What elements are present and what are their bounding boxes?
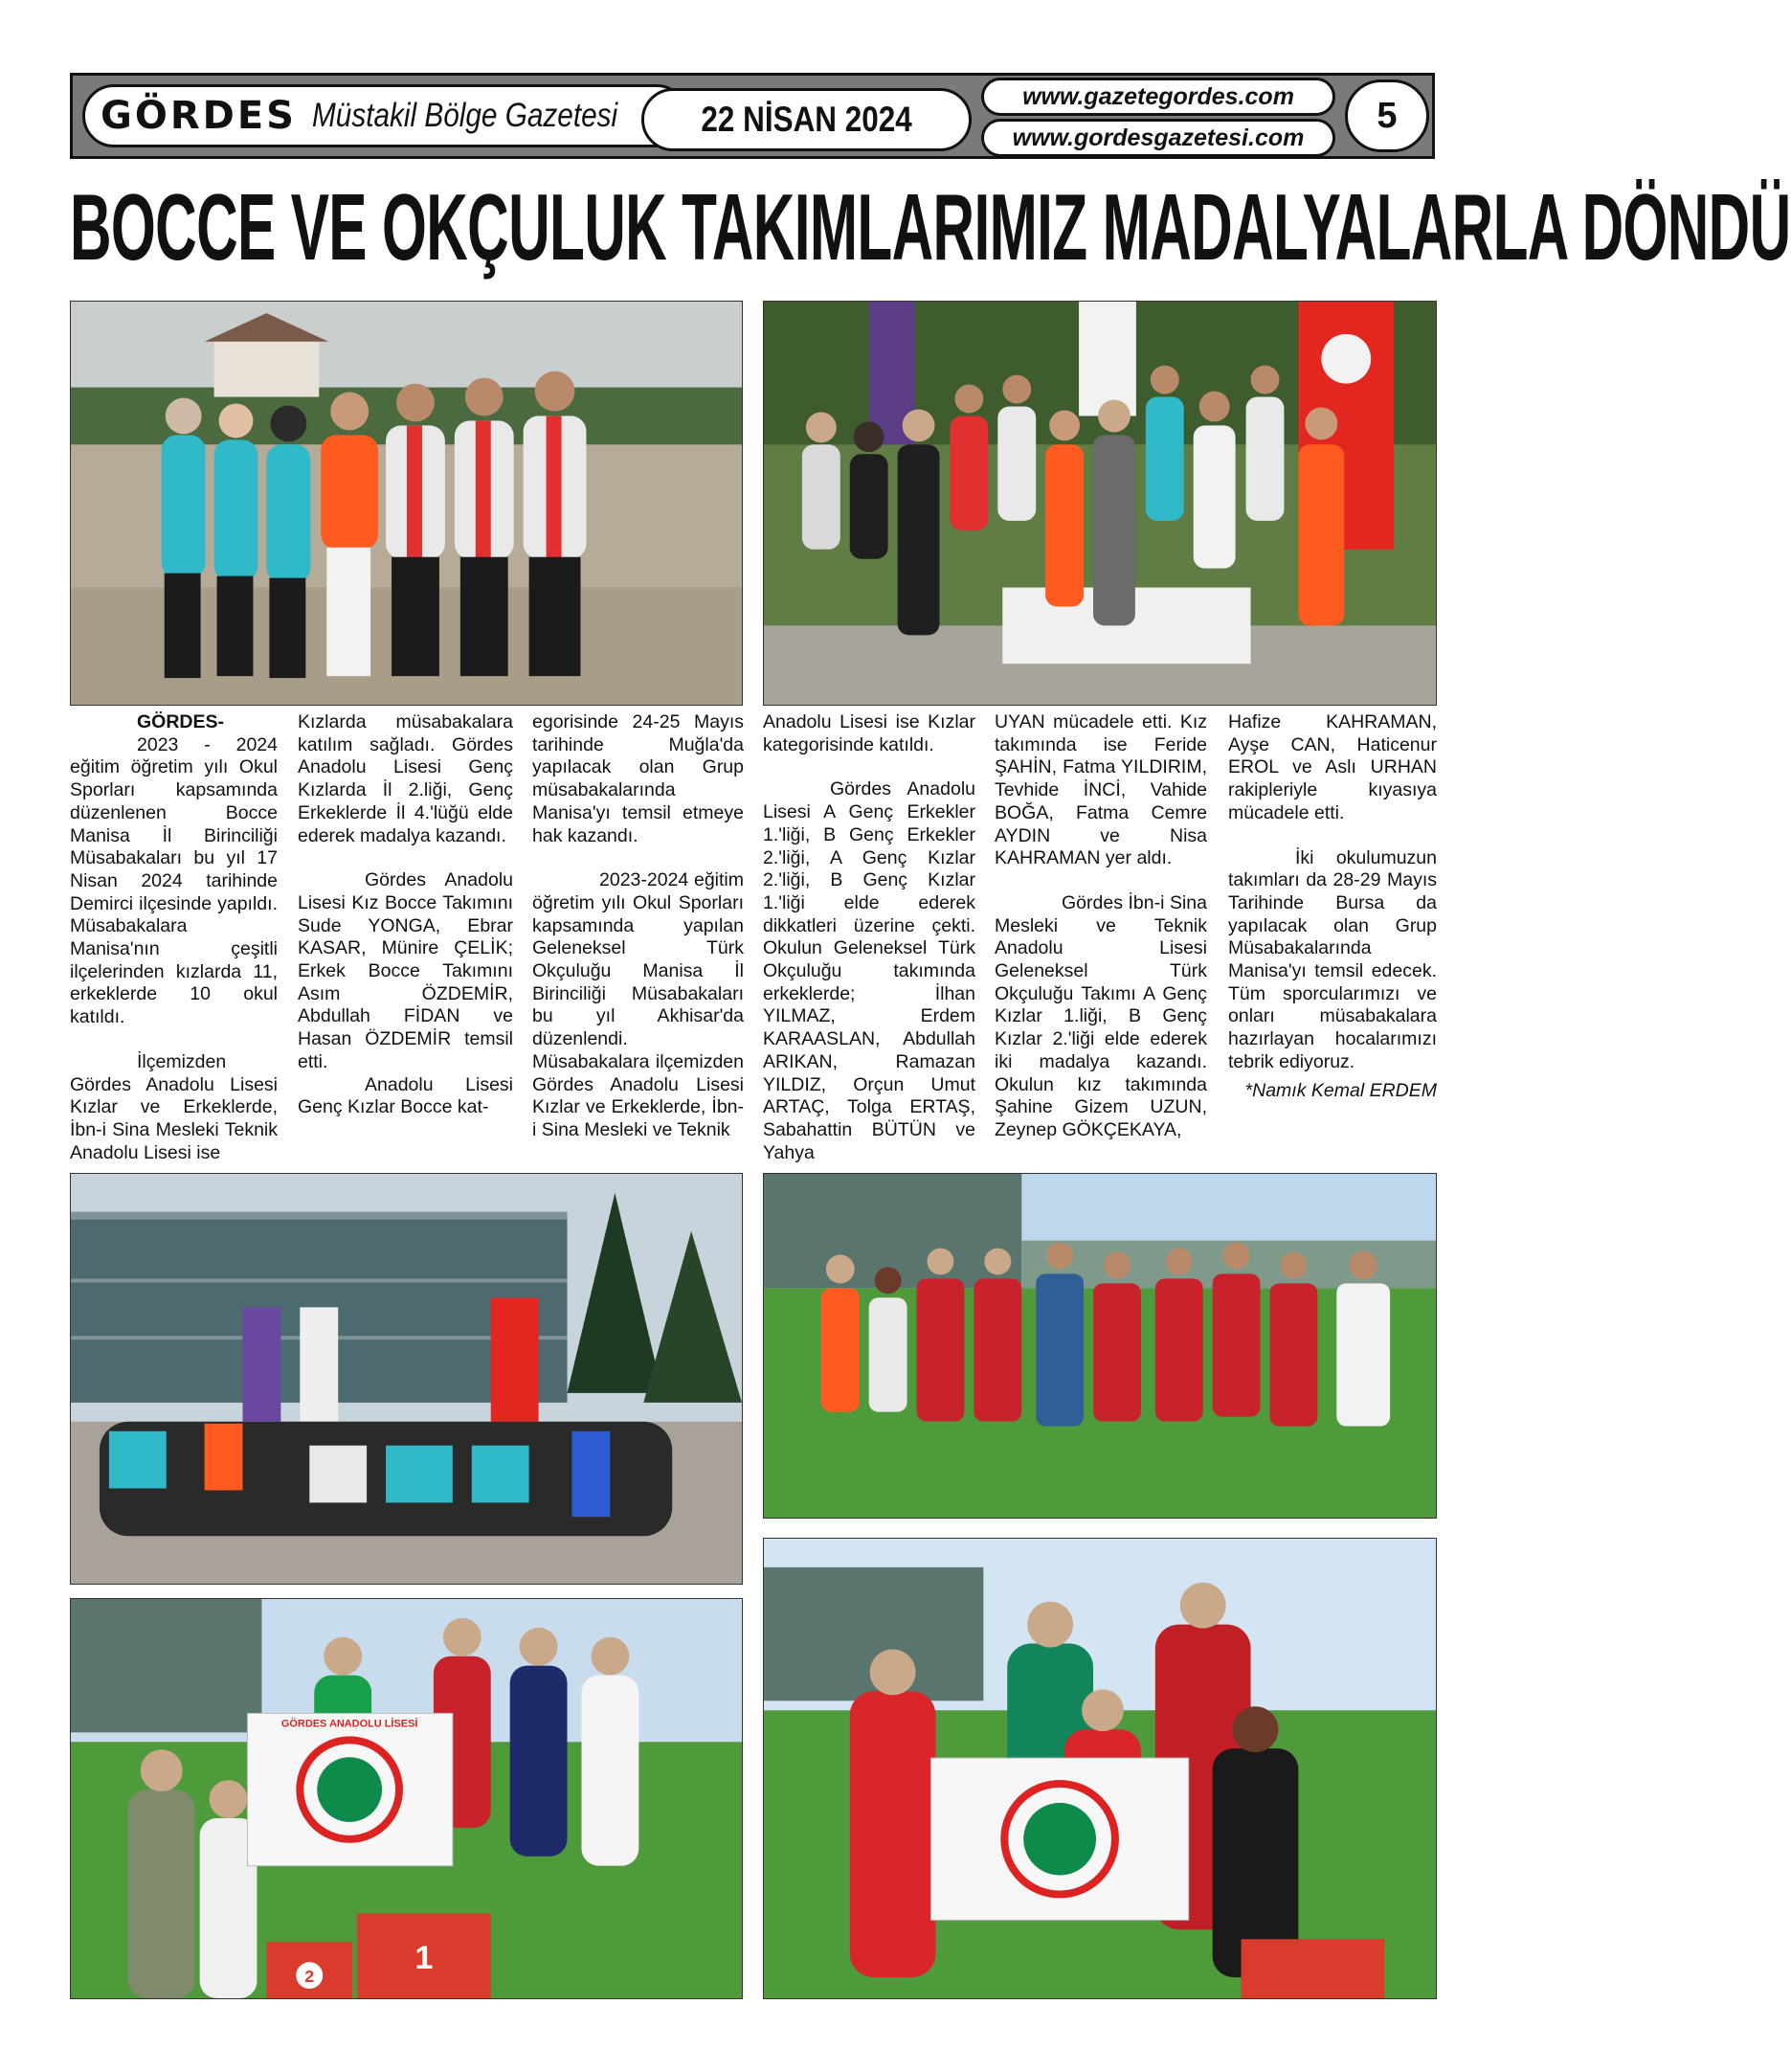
article-paragraph: Anadolu Lisesi ise Kızlar kategorisinde katıldı. xyxy=(763,711,975,755)
website-link-1[interactable]: www.gazetegordes.com xyxy=(1022,82,1294,110)
article-column-6 xyxy=(1228,711,1437,1102)
article-column-5 xyxy=(995,711,1207,1142)
photo-archery-ceremony xyxy=(763,301,1437,706)
page-number: 5 xyxy=(1377,95,1398,136)
photo-group-building xyxy=(70,1173,743,1585)
school-flag xyxy=(931,1758,1189,1920)
article-byline: *Namık Kemal ERDEM xyxy=(1244,1079,1437,1101)
article-paragraph: Kızlarda müsabakalara katılım sağladı. Gördes Anadolu Lisesi Genç Kızlarda İl 2.liği, Genç Erkeklerde İl 4.'lüğü elde ederek madalya kazandı. xyxy=(298,711,513,846)
website-pill-1 xyxy=(981,78,1335,116)
article-paragraph: Anadolu Lisesi Genç Kızlar Bocce kat- xyxy=(298,1073,513,1118)
article-paragraph: Gördes Anadolu Lisesi A Genç Erkekler 1.'liği, B Genç Erkekler 2.'liği, A Genç Kızlar 2.'liği, B Genç Kızlar 1.'liği elde ederek dikkatleri üzerine çekti. Okulun Geleneksel Türk Okçuluğu takımında erkeklerde; İlhan YILMAZ, Erdem KARAASLAN, Abdullah ARIKAN, Ramazan YILDIZ, Orçun Umut ARTAÇ, Tolga ERTAŞ, Sabahattin BÜTÜN ve Yahya xyxy=(763,778,975,1163)
article-paragraph: UYAN mücadele etti. Kız takımında ise Feride ŞAHİN, Fatma YILDIRIM, Tevhide İNCİ, Vahide BOĞA, Fatma Cemre AYDIN ve Nisa KAHRAMAN yer aldı. xyxy=(995,711,1207,869)
issue-date: 22 NİSAN 2024 xyxy=(701,100,912,139)
article-column-2 xyxy=(298,711,513,1119)
flag-caption: GÖRDES ANADOLU LİSESİ xyxy=(280,1718,418,1730)
photo-bocce-team xyxy=(70,301,743,706)
article-paragraph: İki okulumuzun takımları da 28-29 Mayıs Tarihinde Bursa da yapılacak olan Grup Müsabakalarında Manisa'yı temsil edecek. Tüm sporcularımızı ve onları müsabakalara hazırlayan hocalarımızı tebrik ediyoruz. xyxy=(1228,846,1437,1072)
brand-pill xyxy=(82,84,688,147)
article-kicker: GÖRDES- xyxy=(137,711,225,732)
article-paragraph: Gördes İbn-i Sina Mesleki ve Teknik Anadolu Lisesi Geleneksel Türk Okçuluğu Takımı A Genç Kızlar 1.liği, B Genç Kızlar 2.'liği elde ederek iki madalya kazandı. Okulun kız takımında Şahine Gizem UZUN, Zeynep GÖKÇEKAYA, xyxy=(995,891,1207,1140)
masthead xyxy=(70,73,1435,159)
photo-girls-podium xyxy=(763,1538,1437,1999)
article-paragraph: 2023-2024 eğitim öğretim yılı Okul Sporları kapsamında yapılan Geleneksel Türk Okçuluğu Manisa İl Birinciliği Müsabakaları bu yıl Akhisar'da düzenlendi. Müsabakalara ilçemizden Gördes Anadolu Lisesi Kızlar ve Erkeklerde, İbn-i Sina Mesleki ve Teknik xyxy=(532,869,744,1140)
podium-second-label: 2 xyxy=(304,1967,315,1987)
headline-block xyxy=(70,174,1791,280)
date-pill xyxy=(641,88,972,151)
brand-subtitle: Müstakil Bölge Gazetesi xyxy=(311,97,618,134)
article-paragraph: Hafize KAHRAMAN, Ayşe CAN, Haticenur EROL ve Aslı URHAN rakipleriyle kıyasıya mücadele etti. xyxy=(1228,711,1437,823)
article-column-4 xyxy=(763,711,975,1164)
website-pill-2 xyxy=(981,119,1335,157)
article-paragraph: Gördes Anadolu Lisesi Kız Bocce Takımını Sude YONGA, Ebrar KASAR, Münire ÇELİK; Erkek Bocce Takımını Asım ÖZDEMİR, Abdullah FİDAN ve Hasan ÖZDEMİR temsil etti. xyxy=(298,869,513,1072)
headline: BOCCE VE OKÇULUK TAKIMLARIMIZ MADALYALARLA DÖNDÜ xyxy=(70,174,1791,280)
article-paragraph: İlçemizden Gördes Anadolu Lisesi Kızlar ve Erkeklerde, İbn-i Sina Mesleki Teknik Anadolu Lisesi ise xyxy=(70,1050,278,1163)
school-flag xyxy=(247,1713,452,1865)
article-paragraph: egorisinde 24-25 Mayıs tarihinde Muğla'da yapılacak olan Grup müsabakalarında Manisa'yı temsil etmeye hak kazandı. xyxy=(532,711,744,846)
article-paragraph: 2023 - 2024 eğitim öğretim yılı Okul Sporları kapsamında düzenlenen Bocce Manisa İl Birinciliği Müsabakaları bu yıl 17 Nisan 2024 tarihinde Demirci ilçesinde yapıldı. Müsabakalara Manisa'nın çeşitli ilçelerinden kızlarda 11, erkeklerde 10 okul katıldı. xyxy=(70,733,278,1028)
podium-first-label: 1 xyxy=(414,1940,434,1977)
article-column-3 xyxy=(532,711,744,1142)
website-link-2[interactable]: www.gordesgazetesi.com xyxy=(1012,124,1305,151)
article-column-1 xyxy=(70,711,278,1164)
photo-boys-podium xyxy=(70,1598,743,1999)
page-number-pill xyxy=(1345,79,1429,152)
brand-name: GÖRDES xyxy=(101,94,297,138)
photo-costume-group xyxy=(763,1173,1437,1519)
